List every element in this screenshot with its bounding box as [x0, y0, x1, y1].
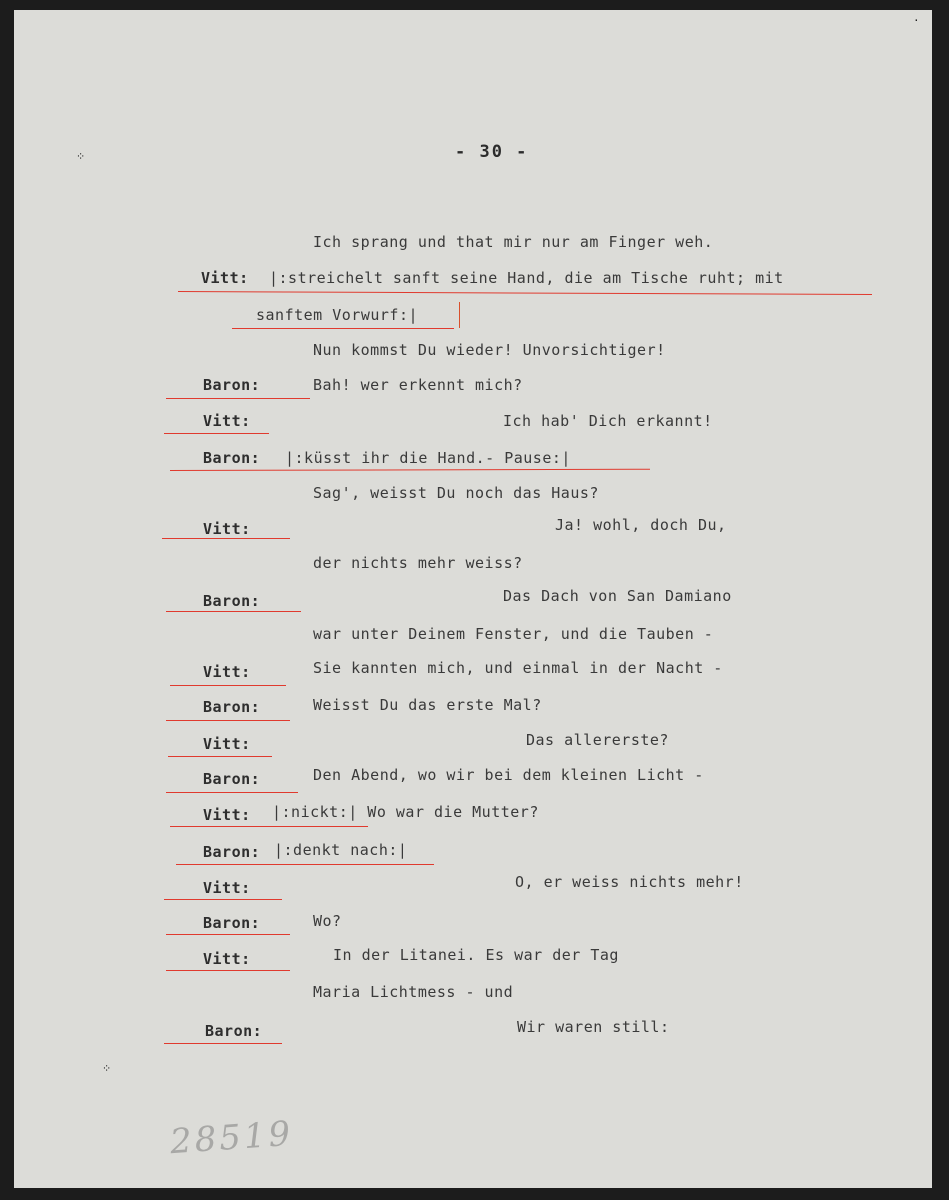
speaker-label: Vitt: — [203, 950, 251, 968]
stage-direction: |:streichelt sanft seine Hand, die am Tische ruht; mit — [269, 269, 784, 287]
red-underline — [232, 328, 454, 329]
archive-number-pencil: 28519 — [168, 1113, 295, 1163]
red-underline — [162, 538, 290, 539]
red-underline — [176, 864, 434, 865]
red-bracket-mark — [459, 302, 460, 328]
dialogue-line: |:nickt:| Wo war die Mutter? — [272, 803, 539, 821]
typescript-page — [14, 10, 932, 1188]
speaker-label: Baron: — [203, 449, 261, 467]
dialogue-line: Wir waren still: — [517, 1018, 670, 1036]
speaker-label: Baron: — [203, 843, 261, 861]
dialogue-line: O, er weiss nichts mehr! — [515, 873, 744, 891]
dialogue-line: Bah! wer erkennt mich? — [313, 376, 523, 394]
speaker-label: Baron: — [203, 914, 261, 932]
red-underline — [168, 756, 272, 757]
dialogue-line: Weisst Du das erste Mal? — [313, 696, 542, 714]
red-underline — [170, 685, 286, 686]
dialogue-line: Sie kannten mich, und einmal in der Nacht - — [313, 659, 723, 677]
dialogue-line: Maria Lichtmess - und — [313, 983, 514, 1001]
speaker-label: Vitt: — [203, 879, 251, 897]
red-underline — [164, 1043, 282, 1044]
red-underline — [166, 934, 290, 935]
speaker-label: Baron: — [203, 770, 261, 788]
dialogue-line: In der Litanei. Es war der Tag — [333, 946, 619, 964]
red-underline — [166, 398, 310, 399]
red-underline — [164, 433, 269, 434]
red-underline — [164, 899, 282, 900]
speaker-label: Vitt: — [203, 520, 251, 538]
speaker-label: Baron: — [203, 376, 261, 394]
speaker-label: Vitt: — [203, 663, 251, 681]
red-underline — [166, 792, 298, 793]
dialogue-line: Sag', weisst Du noch das Haus? — [313, 484, 599, 502]
speaker-label: Vitt: — [203, 735, 251, 753]
red-underline — [170, 826, 368, 827]
speaker-label: Baron: — [203, 698, 261, 716]
dialogue-line: der nichts mehr weiss? — [313, 554, 523, 572]
dialogue-line: Wo? — [313, 912, 342, 930]
dialogue-line: Ich sprang und that mir nur am Finger weh. — [313, 233, 714, 251]
red-underline — [166, 720, 290, 721]
speaker-label: Baron: — [205, 1022, 263, 1040]
dialogue-line: Ja! wohl, doch Du, — [555, 516, 727, 534]
red-underline — [166, 970, 290, 971]
page-number: - 30 - — [455, 142, 529, 162]
dialogue-line: Ich hab' Dich erkannt! — [503, 412, 713, 430]
stage-direction: |:denkt nach:| — [274, 841, 408, 859]
dialogue-line: Das Dach von San Damiano — [503, 587, 732, 605]
speaker-label: Vitt: — [203, 412, 251, 430]
dialogue-line: Nun kommst Du wieder! Unvorsichtiger! — [313, 341, 666, 359]
dialogue-line: war unter Deinem Fenster, und die Tauben - — [313, 625, 714, 643]
red-underline — [166, 611, 301, 612]
stage-direction: sanftem Vorwurf:| — [256, 306, 419, 324]
speaker-label: Vitt: — [201, 269, 249, 287]
speaker-label: Baron: — [203, 592, 261, 610]
dialogue-line: Das allererste? — [526, 731, 669, 749]
scan-speck: · — [913, 14, 920, 27]
scan-speck: ⁘ — [102, 1062, 112, 1075]
scan-speck: ⁘ — [76, 150, 86, 163]
stage-direction: |:küsst ihr die Hand.- Pause:| — [285, 449, 571, 467]
dialogue-line: Den Abend, wo wir bei dem kleinen Licht - — [313, 766, 704, 784]
speaker-label: Vitt: — [203, 806, 251, 824]
